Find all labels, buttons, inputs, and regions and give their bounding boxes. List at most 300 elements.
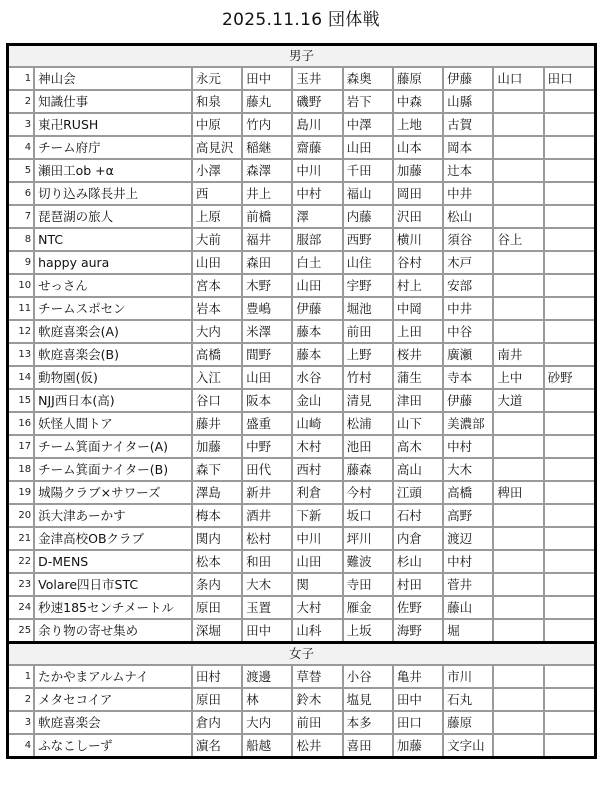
player-cell: 佐野 bbox=[393, 596, 443, 619]
player-cell: 中岡 bbox=[393, 297, 443, 320]
player-cell: 梅本 bbox=[192, 504, 242, 527]
player-cell bbox=[493, 113, 543, 136]
team-number: 3 bbox=[9, 113, 34, 136]
player-cell: 山住 bbox=[343, 251, 393, 274]
player-cell: 新井 bbox=[242, 481, 292, 504]
player-cell: 大村 bbox=[292, 596, 342, 619]
player-cell: 稲継 bbox=[242, 136, 292, 159]
player-cell: 石村 bbox=[393, 504, 443, 527]
player-cell: 島川 bbox=[292, 113, 342, 136]
player-cell: 竹村 bbox=[343, 366, 393, 389]
player-cell: 澤島 bbox=[192, 481, 242, 504]
player-cell bbox=[544, 458, 594, 481]
player-cell: 岡田 bbox=[393, 182, 443, 205]
table-row bbox=[9, 596, 594, 619]
team-number: 8 bbox=[9, 228, 34, 251]
player-cell: 上原 bbox=[192, 205, 242, 228]
table-row bbox=[9, 113, 594, 136]
table-row bbox=[9, 435, 594, 458]
player-cell: 田口 bbox=[544, 67, 594, 90]
player-cell bbox=[493, 205, 543, 228]
player-cell bbox=[544, 90, 594, 113]
table-row bbox=[9, 136, 594, 159]
roster-table-body bbox=[9, 46, 594, 756]
roster-table-container bbox=[6, 43, 597, 759]
player-cell bbox=[493, 688, 543, 711]
table-row bbox=[9, 734, 594, 756]
player-cell: 山科 bbox=[292, 619, 342, 643]
player-cell: 原田 bbox=[192, 688, 242, 711]
team-name: せっさん bbox=[34, 274, 192, 297]
player-cell bbox=[493, 320, 543, 343]
table-row bbox=[9, 550, 594, 573]
player-cell: 桜井 bbox=[393, 343, 443, 366]
player-cell bbox=[493, 596, 543, 619]
team-number: 2 bbox=[9, 90, 34, 113]
player-cell bbox=[493, 711, 543, 734]
player-cell: 森澤 bbox=[242, 159, 292, 182]
player-cell: 田中 bbox=[242, 619, 292, 643]
team-number: 14 bbox=[9, 366, 34, 389]
player-cell bbox=[544, 504, 594, 527]
player-cell: 小谷 bbox=[343, 665, 393, 688]
team-name: 金津高校OBクラブ bbox=[34, 527, 192, 550]
team-name: ふなこしーず bbox=[34, 734, 192, 756]
player-cell: 間野 bbox=[242, 343, 292, 366]
table-row bbox=[9, 665, 594, 688]
player-cell: 藤森 bbox=[343, 458, 393, 481]
player-cell: 井上 bbox=[242, 182, 292, 205]
player-cell: 美濃部 bbox=[443, 412, 493, 435]
player-cell: 和田 bbox=[242, 550, 292, 573]
player-cell: 高野 bbox=[443, 504, 493, 527]
player-cell: 海野 bbox=[393, 619, 443, 643]
player-cell: 堀 bbox=[443, 619, 493, 643]
player-cell bbox=[493, 136, 543, 159]
player-cell: 中村 bbox=[292, 182, 342, 205]
player-cell bbox=[544, 251, 594, 274]
player-cell: 加藤 bbox=[393, 734, 443, 756]
player-cell: 酒井 bbox=[242, 504, 292, 527]
player-cell: 入江 bbox=[192, 366, 242, 389]
player-cell bbox=[544, 297, 594, 320]
table-row bbox=[9, 159, 594, 182]
player-cell: 安部 bbox=[443, 274, 493, 297]
team-number: 9 bbox=[9, 251, 34, 274]
player-cell: 上中 bbox=[493, 366, 543, 389]
player-cell: 松井 bbox=[292, 734, 342, 756]
section-label: 男子 bbox=[9, 46, 594, 67]
player-cell bbox=[544, 389, 594, 412]
player-cell: 山本 bbox=[393, 136, 443, 159]
player-cell: 福山 bbox=[343, 182, 393, 205]
player-cell: 上野 bbox=[343, 343, 393, 366]
player-cell: 喜田 bbox=[343, 734, 393, 756]
player-cell bbox=[544, 136, 594, 159]
player-cell: 池田 bbox=[343, 435, 393, 458]
player-cell: 山田 bbox=[292, 550, 342, 573]
player-cell bbox=[544, 435, 594, 458]
player-cell: 中井 bbox=[443, 297, 493, 320]
player-cell: 内藤 bbox=[343, 205, 393, 228]
team-number: 7 bbox=[9, 205, 34, 228]
player-cell: 中澤 bbox=[343, 113, 393, 136]
player-cell: 大木 bbox=[443, 458, 493, 481]
player-cell: 白土 bbox=[292, 251, 342, 274]
player-cell bbox=[493, 90, 543, 113]
player-cell: 山下 bbox=[393, 412, 443, 435]
table-row bbox=[9, 366, 594, 389]
table-row bbox=[9, 67, 594, 90]
player-cell: 山田 bbox=[192, 251, 242, 274]
player-cell: 宮本 bbox=[192, 274, 242, 297]
player-cell: 山田 bbox=[242, 366, 292, 389]
player-cell: 利倉 bbox=[292, 481, 342, 504]
player-cell: 下新 bbox=[292, 504, 342, 527]
player-cell: 伊藤 bbox=[443, 67, 493, 90]
section-header-women bbox=[9, 643, 594, 666]
player-cell: 山田 bbox=[343, 136, 393, 159]
player-cell: 深堀 bbox=[192, 619, 242, 643]
team-name: 瀬田工ob +α bbox=[34, 159, 192, 182]
team-number: 10 bbox=[9, 274, 34, 297]
player-cell: 高木 bbox=[393, 435, 443, 458]
team-name: 切り込み隊長井上 bbox=[34, 182, 192, 205]
player-cell: 米澤 bbox=[242, 320, 292, 343]
player-cell: 齋藤 bbox=[292, 136, 342, 159]
player-cell: 前田 bbox=[343, 320, 393, 343]
player-cell: 中原 bbox=[192, 113, 242, 136]
team-name: 軟庭喜楽会(A) bbox=[34, 320, 192, 343]
player-cell bbox=[493, 734, 543, 756]
player-cell bbox=[544, 550, 594, 573]
player-cell bbox=[544, 113, 594, 136]
player-cell bbox=[493, 458, 543, 481]
player-cell: 大前 bbox=[192, 228, 242, 251]
team-name: 知識仕事 bbox=[34, 90, 192, 113]
player-cell bbox=[544, 182, 594, 205]
player-cell: 森奥 bbox=[343, 67, 393, 90]
team-name: NTC bbox=[34, 228, 192, 251]
team-name: D-MENS bbox=[34, 550, 192, 573]
player-cell: 杉山 bbox=[393, 550, 443, 573]
player-cell: 船越 bbox=[242, 734, 292, 756]
player-cell: 古賀 bbox=[443, 113, 493, 136]
player-cell: 江頭 bbox=[393, 481, 443, 504]
player-cell: 鈴木 bbox=[292, 688, 342, 711]
player-cell: 加藤 bbox=[393, 159, 443, 182]
table-row bbox=[9, 274, 594, 297]
player-cell: 文字山 bbox=[443, 734, 493, 756]
team-number: 12 bbox=[9, 320, 34, 343]
player-cell: 田中 bbox=[242, 67, 292, 90]
player-cell bbox=[544, 481, 594, 504]
player-cell: 千田 bbox=[343, 159, 393, 182]
player-cell bbox=[544, 228, 594, 251]
team-number: 15 bbox=[9, 389, 34, 412]
player-cell: 森下 bbox=[192, 458, 242, 481]
player-cell: 盛重 bbox=[242, 412, 292, 435]
table-row bbox=[9, 688, 594, 711]
player-cell: 条内 bbox=[192, 573, 242, 596]
player-cell bbox=[493, 297, 543, 320]
team-name: 余り物の寄せ集め bbox=[34, 619, 192, 643]
player-cell bbox=[544, 688, 594, 711]
player-cell: 中井 bbox=[443, 182, 493, 205]
player-cell bbox=[544, 412, 594, 435]
player-cell: 藤井 bbox=[192, 412, 242, 435]
table-row bbox=[9, 504, 594, 527]
player-cell: 藤本 bbox=[292, 320, 342, 343]
player-cell: 辻本 bbox=[443, 159, 493, 182]
player-cell: 金山 bbox=[292, 389, 342, 412]
player-cell: 坪川 bbox=[343, 527, 393, 550]
team-number: 25 bbox=[9, 619, 34, 643]
player-cell: 前橋 bbox=[242, 205, 292, 228]
player-cell: 中川 bbox=[292, 527, 342, 550]
team-number: 1 bbox=[9, 665, 34, 688]
section-header-men bbox=[9, 46, 594, 67]
player-cell: 高橋 bbox=[443, 481, 493, 504]
table-row bbox=[9, 412, 594, 435]
player-cell: 南井 bbox=[493, 343, 543, 366]
player-cell: 倉内 bbox=[192, 711, 242, 734]
player-cell: 渡邊 bbox=[242, 665, 292, 688]
player-cell: 石丸 bbox=[443, 688, 493, 711]
player-cell bbox=[544, 711, 594, 734]
table-row bbox=[9, 320, 594, 343]
player-cell: 今村 bbox=[343, 481, 393, 504]
player-cell: 松村 bbox=[242, 527, 292, 550]
player-cell: 水谷 bbox=[292, 366, 342, 389]
player-cell bbox=[493, 159, 543, 182]
team-number: 13 bbox=[9, 343, 34, 366]
player-cell: 林 bbox=[242, 688, 292, 711]
team-name: チーム箕面ナイター(B) bbox=[34, 458, 192, 481]
player-cell: 木村 bbox=[292, 435, 342, 458]
player-cell: 前田 bbox=[292, 711, 342, 734]
player-cell: 阪本 bbox=[242, 389, 292, 412]
player-cell bbox=[493, 619, 543, 643]
player-cell: 和泉 bbox=[192, 90, 242, 113]
player-cell: 田村 bbox=[192, 665, 242, 688]
team-name: チーム箕面ナイター(A) bbox=[34, 435, 192, 458]
player-cell bbox=[493, 527, 543, 550]
player-cell: 中村 bbox=[443, 550, 493, 573]
player-cell: 山口 bbox=[493, 67, 543, 90]
team-number: 2 bbox=[9, 688, 34, 711]
table-row bbox=[9, 297, 594, 320]
player-cell: 村田 bbox=[393, 573, 443, 596]
team-number: 3 bbox=[9, 711, 34, 734]
player-cell: 磯野 bbox=[292, 90, 342, 113]
player-cell: 森田 bbox=[242, 251, 292, 274]
player-cell: 永元 bbox=[192, 67, 242, 90]
player-cell: 塩見 bbox=[343, 688, 393, 711]
player-cell: 中村 bbox=[443, 435, 493, 458]
player-cell: 山崎 bbox=[292, 412, 342, 435]
team-name: 浜大津あーかす bbox=[34, 504, 192, 527]
player-cell bbox=[493, 435, 543, 458]
team-name: 妖怪人間トア bbox=[34, 412, 192, 435]
team-number: 5 bbox=[9, 159, 34, 182]
player-cell: 伊藤 bbox=[292, 297, 342, 320]
player-cell: 田代 bbox=[242, 458, 292, 481]
player-cell: 難波 bbox=[343, 550, 393, 573]
player-cell: 上地 bbox=[393, 113, 443, 136]
player-cell: 内倉 bbox=[393, 527, 443, 550]
player-cell: 宇野 bbox=[343, 274, 393, 297]
player-cell: 関内 bbox=[192, 527, 242, 550]
player-cell: 高見沢 bbox=[192, 136, 242, 159]
table-row bbox=[9, 389, 594, 412]
team-number: 20 bbox=[9, 504, 34, 527]
player-cell: 中川 bbox=[292, 159, 342, 182]
player-cell: 田口 bbox=[393, 711, 443, 734]
player-cell bbox=[544, 619, 594, 643]
table-row bbox=[9, 182, 594, 205]
table-row bbox=[9, 619, 594, 643]
player-cell: 大木 bbox=[242, 573, 292, 596]
player-cell: 稗田 bbox=[493, 481, 543, 504]
player-cell: 松本 bbox=[192, 550, 242, 573]
player-cell: 上田 bbox=[393, 320, 443, 343]
player-cell: 須谷 bbox=[443, 228, 493, 251]
player-cell bbox=[544, 665, 594, 688]
player-cell bbox=[544, 573, 594, 596]
player-cell: 服部 bbox=[292, 228, 342, 251]
player-cell: 西 bbox=[192, 182, 242, 205]
team-name: メタセコイア bbox=[34, 688, 192, 711]
player-cell: 松山 bbox=[443, 205, 493, 228]
player-cell: 藤原 bbox=[443, 711, 493, 734]
player-cell bbox=[493, 182, 543, 205]
table-row bbox=[9, 711, 594, 734]
player-cell: 大内 bbox=[242, 711, 292, 734]
player-cell: 大内 bbox=[192, 320, 242, 343]
player-cell: 岩下 bbox=[343, 90, 393, 113]
table-row bbox=[9, 228, 594, 251]
team-number: 23 bbox=[9, 573, 34, 596]
team-name: 琵琶湖の旅人 bbox=[34, 205, 192, 228]
player-cell: 山縣 bbox=[443, 90, 493, 113]
player-cell bbox=[493, 251, 543, 274]
player-cell: 雁金 bbox=[343, 596, 393, 619]
player-cell: 西野 bbox=[343, 228, 393, 251]
player-cell bbox=[544, 596, 594, 619]
team-number: 21 bbox=[9, 527, 34, 550]
player-cell: 豊嶋 bbox=[242, 297, 292, 320]
player-cell bbox=[493, 412, 543, 435]
player-cell: 西村 bbox=[292, 458, 342, 481]
player-cell: 濵名 bbox=[192, 734, 242, 756]
section-label: 女子 bbox=[9, 643, 594, 666]
player-cell: 岩本 bbox=[192, 297, 242, 320]
player-cell: 玉井 bbox=[292, 67, 342, 90]
table-row bbox=[9, 573, 594, 596]
player-cell: 亀井 bbox=[393, 665, 443, 688]
player-cell: 藤原 bbox=[393, 67, 443, 90]
team-name: 神山会 bbox=[34, 67, 192, 90]
player-cell bbox=[544, 205, 594, 228]
player-cell: 沢田 bbox=[393, 205, 443, 228]
team-name: チーム府庁 bbox=[34, 136, 192, 159]
player-cell: 草替 bbox=[292, 665, 342, 688]
player-cell: 高橋 bbox=[192, 343, 242, 366]
player-cell bbox=[544, 734, 594, 756]
player-cell: 本多 bbox=[343, 711, 393, 734]
team-number: 17 bbox=[9, 435, 34, 458]
player-cell: 藤山 bbox=[443, 596, 493, 619]
table-row bbox=[9, 481, 594, 504]
team-name: チームスポセン bbox=[34, 297, 192, 320]
player-cell: 田中 bbox=[393, 688, 443, 711]
player-cell: 小澤 bbox=[192, 159, 242, 182]
team-number: 4 bbox=[9, 734, 34, 756]
page-title: 2025.11.16 団体戦 bbox=[222, 10, 380, 30]
player-cell: 藤丸 bbox=[242, 90, 292, 113]
player-cell bbox=[493, 274, 543, 297]
player-cell: 谷村 bbox=[393, 251, 443, 274]
table-row bbox=[9, 527, 594, 550]
player-cell: 横川 bbox=[393, 228, 443, 251]
player-cell: 寺田 bbox=[343, 573, 393, 596]
player-cell: 竹内 bbox=[242, 113, 292, 136]
player-cell: 菅井 bbox=[443, 573, 493, 596]
player-cell bbox=[544, 320, 594, 343]
team-number: 22 bbox=[9, 550, 34, 573]
team-number: 11 bbox=[9, 297, 34, 320]
player-cell: 堀池 bbox=[343, 297, 393, 320]
player-cell: 廣瀬 bbox=[443, 343, 493, 366]
player-cell: 原田 bbox=[192, 596, 242, 619]
player-cell: 中谷 bbox=[443, 320, 493, 343]
player-cell bbox=[493, 504, 543, 527]
player-cell: 渡辺 bbox=[443, 527, 493, 550]
player-cell: 木野 bbox=[242, 274, 292, 297]
player-cell: 寺本 bbox=[443, 366, 493, 389]
player-cell: 中野 bbox=[242, 435, 292, 458]
player-cell: 松浦 bbox=[343, 412, 393, 435]
team-name: たかやまアルムナイ bbox=[34, 665, 192, 688]
player-cell: 上坂 bbox=[343, 619, 393, 643]
player-cell: 清見 bbox=[343, 389, 393, 412]
player-cell: 山田 bbox=[292, 274, 342, 297]
table-row bbox=[9, 458, 594, 481]
player-cell: 村上 bbox=[393, 274, 443, 297]
player-cell: 坂口 bbox=[343, 504, 393, 527]
team-name: 東卍RUSH bbox=[34, 113, 192, 136]
player-cell: 大道 bbox=[493, 389, 543, 412]
player-cell: 玉置 bbox=[242, 596, 292, 619]
player-cell: 藤本 bbox=[292, 343, 342, 366]
table-row bbox=[9, 205, 594, 228]
team-name: 秒速185センチメートル bbox=[34, 596, 192, 619]
team-name: Volare四日市STC bbox=[34, 573, 192, 596]
team-number: 18 bbox=[9, 458, 34, 481]
player-cell: 加藤 bbox=[192, 435, 242, 458]
player-cell: 谷口 bbox=[192, 389, 242, 412]
team-number: 6 bbox=[9, 182, 34, 205]
player-cell bbox=[544, 343, 594, 366]
team-number: 4 bbox=[9, 136, 34, 159]
player-cell bbox=[493, 573, 543, 596]
player-cell: 伊藤 bbox=[443, 389, 493, 412]
player-cell bbox=[493, 665, 543, 688]
player-cell: 中森 bbox=[393, 90, 443, 113]
player-cell bbox=[544, 527, 594, 550]
team-name: 動物園(仮) bbox=[34, 366, 192, 389]
